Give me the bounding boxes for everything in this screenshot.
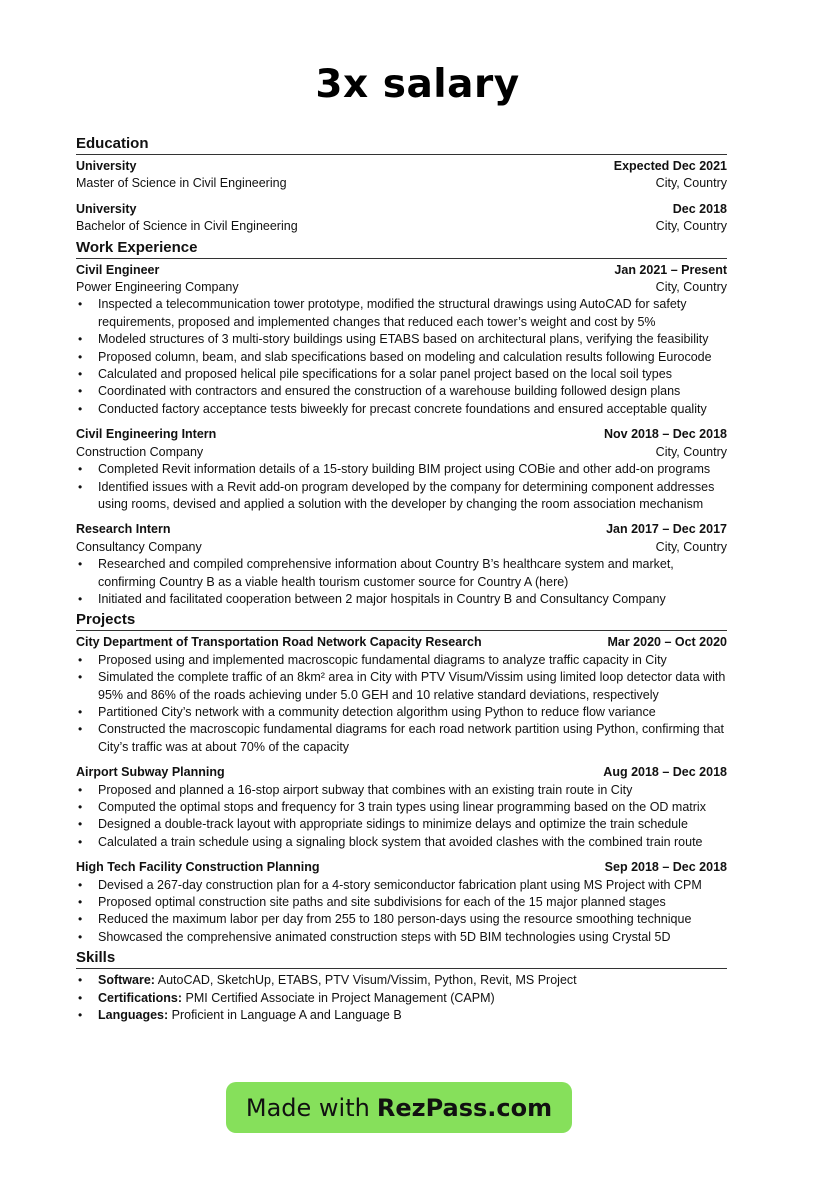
job-company: Consultancy Company	[76, 539, 202, 554]
bullet-item: • Coordinated with contractors and ensured the construction of a warehouse building followed design plans	[76, 383, 727, 400]
job-bullets	[76, 461, 727, 513]
bullet-item: • Reduced the maximum labor per day from 255 to 180 person-days using the resource smoothing technique	[76, 911, 727, 928]
job-role: Research Intern	[76, 522, 171, 537]
bullet-item: • Calculated a train schedule using a signaling block system that avoided clashes with the combined train route	[76, 834, 727, 851]
skills-section	[76, 949, 727, 1024]
bullet-item: • Showcased the comprehensive animated construction steps with 5D BIM technologies using Crystal 5D	[76, 929, 727, 946]
work-entry	[76, 521, 727, 608]
bullet-item: • Simulated the complete traffic of an 8km² area in City with PTV Visum/Vissim using limited loop detector data with 95% and 86% of the roads achieving under 5.0 GEH and 10 relative standard deviations, respectively	[76, 669, 727, 704]
badge-brand: RezPass.com	[376, 1093, 553, 1122]
bullet-item: • Constructed the macroscopic fundamental diagrams for each road network partition using Python, confirming that City’s traffic was at about 70% of the capacity	[76, 721, 727, 756]
job-bullets	[76, 556, 727, 608]
bullet-item: • Conducted factory acceptance tests biweekly for precast concrete foundations and ensured acceptable quality	[76, 401, 727, 418]
job-date: Jan 2017 – Dec 2017	[606, 522, 727, 537]
projects-section	[76, 611, 727, 946]
education-org: University	[76, 201, 137, 216]
skill-value: Proficient in Language A and Language B	[168, 1008, 402, 1023]
skill-value: AutoCAD, SketchUp, ETABS, PTV Visum/Vissim, Python, Revit, MS Project	[154, 973, 577, 988]
education-entry	[76, 158, 727, 193]
bullet-item: • Calculated and proposed helical pile specifications for a solar panel project based on the local soil types	[76, 366, 727, 383]
job-location: City, Country	[655, 280, 727, 295]
project-date: Aug 2018 – Dec 2018	[603, 765, 727, 780]
bullet-item: • Computed the optimal stops and frequency for 3 train types using linear programming based on the OD matrix	[76, 799, 727, 816]
bullet-item: • Initiated and facilitated cooperation between 2 major hospitals in Country B and Consultancy Company	[76, 591, 727, 608]
skill-label: Certifications:	[98, 990, 183, 1005]
job-company: Power Engineering Company	[76, 280, 239, 295]
education-title: Education	[76, 135, 727, 155]
bullet-item: • Inspected a telecommunication tower prototype, modified the structural drawings using AutoCAD for safety requirements, proposed and implemented changes that reduced each tower’s weight and cost by 5%	[76, 296, 727, 331]
resume	[76, 135, 727, 1027]
job-date: Nov 2018 – Dec 2018	[603, 427, 727, 442]
education-org: University	[76, 159, 137, 173]
work-title: Work Experience	[76, 239, 727, 259]
bullet-item: • Proposed and planned a 16-stop airport subway that combines with an existing train route in City	[76, 782, 727, 799]
work-entry	[76, 262, 727, 419]
work-section	[76, 239, 727, 609]
education-date: Expected Dec 2021	[613, 159, 727, 173]
skill-item	[76, 990, 727, 1007]
education-location: City, Country	[655, 219, 727, 234]
project-bullets	[76, 652, 727, 756]
education-location: City, Country	[655, 176, 727, 191]
project-name: High Tech Facility Construction Planning	[76, 860, 320, 875]
job-location: City, Country	[655, 539, 727, 554]
education-section	[76, 135, 727, 236]
project-bullets	[76, 877, 727, 947]
skills-title: Skills	[76, 949, 727, 969]
bullet-item: • Proposed using and implemented macroscopic fundamental diagrams to analyze traffic capacity in City	[76, 652, 727, 669]
education-date: Dec 2018	[672, 201, 727, 216]
job-date: Jan 2021 – Present	[614, 262, 727, 277]
bullet-item: • Partitioned City’s network with a community detection algorithm using Python to reduce flow variance	[76, 704, 727, 721]
made-with-badge[interactable]	[226, 1082, 572, 1133]
bullet-item: • Completed Revit information details of a 15-story building BIM project using COBie and other add-on programs	[76, 461, 727, 478]
project-date: Sep 2018 – Dec 2018	[604, 860, 727, 875]
bullet-item: • Proposed column, beam, and slab specifications based on modeling and calculation results following Eurocode	[76, 349, 727, 366]
skill-item	[76, 1007, 727, 1024]
project-date: Mar 2020 – Oct 2020	[607, 635, 727, 650]
bullet-item: • Identified issues with a Revit add-on program developed by the company for determining component addresses using rooms, devised and applied a solution with the developer by changing the room association mechanism	[76, 479, 727, 514]
skill-value: PMI Certified Associate in Project Management (CAPM)	[182, 990, 495, 1005]
project-entry	[76, 859, 727, 946]
skill-item	[76, 972, 727, 989]
skill-label: Languages:	[98, 1008, 169, 1023]
job-role: Civil Engineer	[76, 262, 160, 277]
education-entry	[76, 201, 727, 236]
work-entry	[76, 426, 727, 513]
project-bullets	[76, 782, 727, 852]
project-name: City Department of Transportation Road Network Capacity Research	[76, 635, 482, 650]
bullet-item: • Devised a 267-day construction plan for a 4-story semiconductor fabrication plant using MS Project with CPM	[76, 877, 727, 894]
education-degree: Master of Science in Civil Engineering	[76, 176, 287, 191]
skills-list	[76, 972, 727, 1024]
projects-title: Projects	[76, 611, 727, 631]
project-entry	[76, 634, 727, 756]
job-company: Construction Company	[76, 444, 204, 459]
headline: 3x salary	[315, 62, 520, 107]
project-entry	[76, 764, 727, 851]
bullet-item: • Proposed optimal construction site paths and site subdivisions for each of the 15 major planned stages	[76, 894, 727, 911]
job-bullets	[76, 296, 727, 418]
badge-prefix: Made with	[245, 1093, 370, 1122]
education-degree: Bachelor of Science in Civil Engineering	[76, 219, 298, 234]
bullet-item: • Researched and compiled comprehensive information about Country B’s healthcare system and market, confirming Country B as a viable health tourism customer source for Country A (here)	[76, 556, 727, 591]
job-location: City, Country	[655, 444, 727, 459]
bullet-item: • Modeled structures of 3 multi-story buildings using ETABS based on architectural plans, verifying the feasibility	[76, 331, 727, 348]
job-role: Civil Engineering Intern	[76, 427, 217, 442]
bullet-item: • Designed a double-track layout with appropriate sidings to minimize delays and optimize the train schedule	[76, 816, 727, 833]
skill-label: Software:	[98, 973, 155, 988]
project-name: Airport Subway Planning	[76, 765, 225, 780]
